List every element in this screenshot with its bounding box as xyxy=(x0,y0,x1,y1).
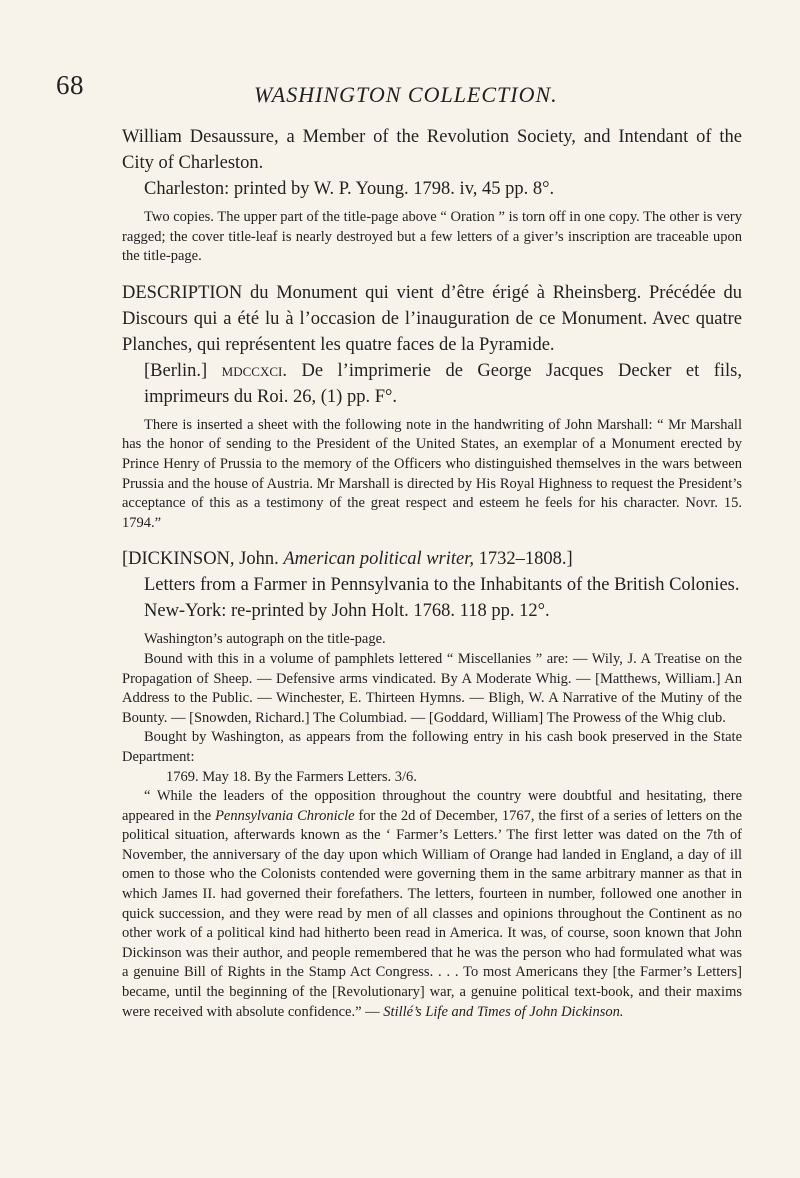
entry3-author-dates: 1732–1808.] xyxy=(478,549,573,570)
entry3-cash-book-entry: 1769. May 18. By the Farmers Letters. 3/6. xyxy=(166,768,417,785)
entry3-note-autograph: Washington’s autograph on the title-page. xyxy=(144,631,386,648)
entry3-quote-source: Stillé’s Life and Times of John Dickinson. xyxy=(383,1003,624,1020)
entry3-author: [DICKINSON, John. xyxy=(122,549,279,570)
entry2-imprint-printer: De l’imprimerie de George Jacques Decker et fils, imprimeurs du Roi. 26, (1) pp. F°. xyxy=(144,360,742,407)
entry3-note-bound-with: Bound with this in a volume of pamphlets lettered “ Miscellanies ” are: — Wily, J. A Treatise on the Propagation of Sheep. — Defensive arms vindicated. By A Moderate Whig. — [Matthews, William.] An Address to the Public. — Winchester, E. Thirteen Hymns. — Bligh, W. A Narrative of the Mutiny of the Bounty. — [Snowden, Richard.] The Columbiad. — [Goddard, William] The Prowess of the Whig club. xyxy=(122,650,742,726)
entry3-quote-newspaper: Pennsylvania Chronicle xyxy=(215,807,355,824)
entry2-imprint-year: mdccxci. xyxy=(221,360,287,381)
entry3-title: Letters from a Farmer in Pennsylvania to the Inhabitants of the British Colonies. xyxy=(144,575,740,596)
page-number: 68 xyxy=(56,70,84,100)
entry2-title: DESCRIPTION du Monument qui vient d’être érigé à Rheinsberg. Précédée du Discours qui a été lu à l’occasion de l’inauguration de ce Monument. Avec quatre Planches, qui représentent les quatre faces de la Pyramide. xyxy=(122,282,742,355)
entry2-note: There is inserted a sheet with the following note in the handwriting of John Marshall: “ Mr Marshall has the honor of sending to the President of the United States, an exemplar of a Monument erected by Prince Henry of Prussia to the memory of the Officers who distinguished themselves in the wars between Prussia and the house of Austria. Mr Marshall is directed by His Royal Highness to request the President’s acceptance of this as a testimony of the great respect and esteem he feels for his character. Novr. 15. 1794.” xyxy=(122,416,742,531)
entry1-note: Two copies. The upper part of the title-page above “ Oration ” is torn off in one copy. The other is very ragged; the cover title-leaf is nearly destroyed but a few letters of a giver’s inscription are traceable upon the title-page. xyxy=(122,209,742,265)
entry3-quotation xyxy=(122,787,742,1022)
entry3-quote-body: for the 2d of December, 1767, the first of a series of letters on the political situation, afterwards known as the ‘ Farmer’s Letters.’ The first letter was dated on the 7th of November, the anniversary of the day upon which William of Orange had landed in England, a day of ill omen to those who the Colonists contended were governing them in the same arbitrary manner as that in which James II. had governed their forefathers. The letters, fourteen in number, followed one another in quick succession, and they were read by men of all classes and opinions throughout the Continent as no other work of a political kind had hitherto been read in America. It was, of course, soon known that John Dickinson was their author, and people remembered that he was the person who had formulated what was a genuine Bill of Rights in the Stamp Act Congress. . . . To most Americans they [the Farmer’s Letters] became, until the beginning of the [Revolutionary] war, a genuine political text-book, and their maxims were received with absolute confidence.” — xyxy=(122,807,743,1020)
entry3-note-bought: Bought by Washington, as appears from the following entry in his cash book preserved in the State Department: xyxy=(122,729,742,765)
page-content xyxy=(122,124,742,1022)
entry3-heading xyxy=(122,546,742,572)
entry2-imprint xyxy=(122,358,742,410)
running-head: WASHINGTON COLLECTION. xyxy=(254,82,558,107)
entry3-author-description: American political writer, xyxy=(283,549,475,570)
entry3-quote-start: “ While the leaders of the opposition throughout the country were doubtful and hesitating, there appeared in the xyxy=(122,788,742,824)
entry1-title: William Desaussure, a Member of the Revolution Society, and Intendant of the City of Charleston. xyxy=(122,127,742,173)
entry2-imprint-place: [Berlin.] xyxy=(144,360,208,381)
entry3-imprint: New-York: re-printed by John Holt. 1768. 118 pp. 12°. xyxy=(144,601,550,622)
entry1-imprint: Charleston: printed by W. P. Young. 1798. iv, 45 pp. 8°. xyxy=(144,179,555,199)
